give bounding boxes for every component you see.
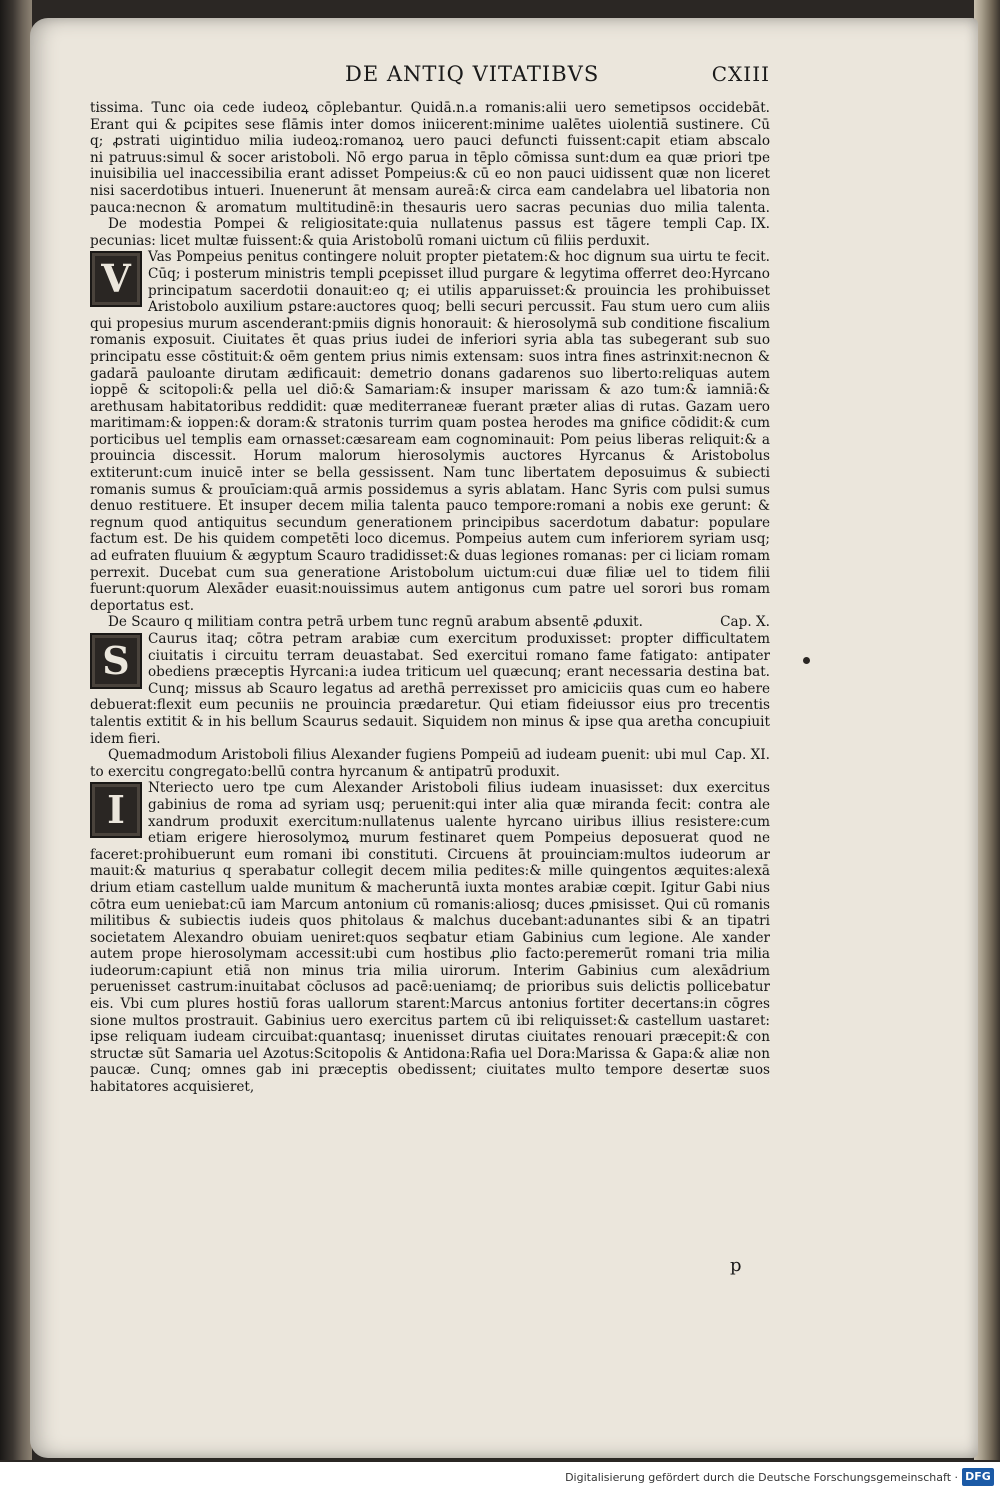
chapter-heading-text: De modestia Pompei & religiositate:quia nullatenus passus est tāgere templi pecunias: licet multæ fuissent:& quia Aristobolū romani uictum cū filiis perduxit.: [90, 216, 707, 249]
text-line: ni patruus:simul & socer aristoboli. Nō ergo parua in tēplo cōmissa sunt:dum ea quæ priori tpe: [90, 149, 770, 166]
decorated-initial: I: [90, 782, 142, 838]
chapter-body-9: [90, 249, 770, 614]
text-line: pauca:necnon & aromatum multitudinē:in thesauris uero sacras pecunias duo milia talenta.: [90, 199, 770, 216]
running-title: DE ANTIQ VITATIBVS: [345, 62, 600, 86]
book-spine-edge: [0, 0, 32, 1460]
chapter-heading-text: De Scauro q militiam contra petrā urbem tunc regnū arabum absentē ꝓduxit.: [108, 614, 643, 631]
chapter-heading-10: [90, 614, 770, 631]
text-line: q; ꝓstrati uigintiduo milia iudeoꝝ:romanoꝝ uero pauci defuncti fuissent:capit etiam abscalo: [90, 133, 770, 150]
ink-spot: [803, 657, 810, 664]
text-line: Erant qui & ꝑcipites sese flāmis inter domos iniicerent:minime ualētes uiolentiā sustinere. Cū: [90, 116, 770, 133]
text-line: tissima. Tunc oia cede iudeoꝝ cōplebantur. Quidā.n.a romanis:alii uero semetipsos occidebāt.: [90, 100, 770, 116]
chapter-number: Cap. X.: [720, 614, 770, 631]
page-body: [90, 100, 770, 1096]
chapter-text: Nteriecto uero tpe cum Alexander Aristoboli filius iudeam inuasisset: dux exercitus gabinius de roma ad syriam usq; peruenit:qui inter alia quæ miranda fecit: contra ale xandrum produxit exercitum:nullatenus ualente hyrcano uiribus illius resistere:cum etiam erigere hierosolymoꝝ murum festinaret quem Pompeius deposuerat quod ne faceret:prohibuerunt eum romani ibi constituti. Circuens āt prouinciam:multos iudeorum ar mauit:& maturius q sperabatur collegit decem milia pedites:& mille quingentos æquites:alexā drium etiam castellum ualde munitum & macheruntā iuxta montes arabiæ cœpit. Igitur Gabi nius cōtra eum ueniebat:cū iam Marcum antonium cū romanis:aliosq; duces ꝓmisisset. Qui cū romanis militibus & subiectis iudeis quos phitolaus & malchus ducebant:adunantes sibi & an tipatri societatem Alexandro obuiam ueniret:quos seqbatur etiam Gabinius cum legione. Ale xander autem prope hierosolymam accessit:ubi cum hostibus ꝓlio facto:peremerūt romani tria milia iudeorum:capiunt etiā non minus tria milia uirorum. Interim Gabinius cum alexādrium peruenisset castrum:inuitabat cōclusos ad pacē:ueniamq; de prioribus suis delictis pollicebatur eis. Vbi cum plures hostiū foras uallorum starent:Marcus antonius fortiter decertans:in cōgres sione multos prostrauit. Gabinius uero exercitus partem cū ibi reliquisset:& castellum uastaret: ipse reliquam iudeam circuibat:quantasq; inuenisset dirutas ciuitates renouari præcepit:& con structæ sūt Samaria uel Azotus:Scitopolis & Antidona:Rafia uel Dora:Marissa & Gapa:& aliæ non paucæ. Cunq; omnes gab ini præceptis obedissent; ciuitates multo tempore desertæ suos habitatores acquisieret,: [90, 780, 770, 1096]
chapter-text: Caurus itaq; cōtra petram arabiæ cum exercitum produxisset: propter difficultatem ciuitatis i circuitu terram deuastabat. Sed exercitui romano fame fatigato: antipater obediens præceptis Hyrcani:a iudea triticum uel quæcunq; erant necessaria destina bat. Cunq; missus ab Scauro legatus ad arethā perrexisset pro amiciciis quas cum eo habere debuerat:flexit eum pecuniis ne prouincia prædaretur. Qui etiam fideiussor eius pro trecentis talentis extitit & in his bellum Scaurus sedauit. Siquidem non minus & ipse qua aretha concupiuit idem fieri.: [90, 631, 770, 747]
dfg-logo-icon: DFG: [962, 1468, 994, 1486]
signature-mark: p: [730, 1255, 742, 1276]
folio-number: CXIII: [711, 62, 770, 86]
chapter-heading-9: [90, 216, 770, 249]
chapter-heading-text: Quemadmodum Aristoboli filius Alexander fugiens Pompeiū ad iudeam ꝑuenit: ubi mul to exercitu congregato:bellū contra hyrcanum & antipatrū produxit.: [90, 747, 707, 780]
chapter-body-11: [90, 780, 770, 1095]
decorated-initial: V: [90, 251, 142, 307]
chapter-number: Cap. IX.: [714, 216, 770, 233]
chapter-body-10: [90, 631, 770, 747]
funding-credit: Digitalisierung gefördert durch die Deutsche Forschungsgemeinschaft ·: [565, 1471, 958, 1484]
chapter-heading-11: [90, 747, 770, 780]
page-header: [315, 60, 770, 94]
text-line: nisi sacerdotibus intueri. Inuenerunt āt mensam aureā:& circa eam candelabra uel libatoria non: [90, 182, 770, 199]
text-line: inuisibilia uel inaccessibilia erant adisset Pompeius:& cū eo non pauci uidissent quæ non liceret: [90, 166, 770, 183]
decorated-initial: S: [90, 633, 142, 689]
chapter-number: Cap. XI.: [714, 747, 770, 764]
chapter-text: Vas Pompeius penitus contingere noluit propter pietatem:& hoc dignum sua uirtu te fecit. Cūq; i posterum ministris templi ꝑcepisset illud purgare & legytima offerret deo:Hyrcano principatum sacerdotii donauit:eo q; ei utilis apparuisset:& prouincia les prohibuisset Aristobolo auxilium ꝑstare:auctores quoq; belli securi percussit. Fau stum uero cum aliis qui propesius murum ascenderant:pmiis dignis honorauit: & hierosolymā sub conditione fiscalium romanis exposuit. Ciuitates ēt quas prius iudei de inferiori syria abla tas subegerant sub suo principatu esse cōstituit:& oēm gentem prius nimis extensam: suos intra fines astrinxit:necnon & gadarā pauloante dirutam ædificauit: demetrio donans gadarenos suo liberto:reliquas autem ioppē & scitopoli:& pella uel diō:& Samariam:& insuper marissam & azo tum:& iamniā:& arethusam habitatoribus reddidit: quæ mediterraneæ fuerant præter alias di rutas. Gazam uero maritimam:& ioppen:& doram:& stratonis turrim quam postea herodes ma gnifice cōdidit:& cum porticibus uel templis eam ornasset:cæsaream eam cognominauit: Pom peius liberas reliquit:& a prouincia discessit. Horum malorum hierosolymis auctores Hyrcanus & Aristobolus extiterunt:cum inuicē inter se bella gessissent. Nam tunc libertatem deposuimus & subiecti romanis sumus & prouīciam:quā armis possidemus a syris ablatam. Hanc Syris com pulsi sumus denuo restituere. Et insuper decem milia talenta pauco tempore:romani a nobis exe gerunt: & regnum quod antiquitus secundum generationem principibus sacerdotum dabatur: populare factum est. De his quidem competēti loco dicemus. Pompeius autem cum inferiorem syriam usq; ad eufraten fluuium & ægyptum Scauro tradidisset:& duas legiones romanas: per ci liciam romam perrexit. Ducebat cum sua generatione Aristobolum uictum:cui duæ filiæ uel to tidem filii fuerunt:quorum Alexāder euasit:nouissimus autem antigonus cum patre uel sorori bus romam deportatus est.: [90, 249, 770, 614]
